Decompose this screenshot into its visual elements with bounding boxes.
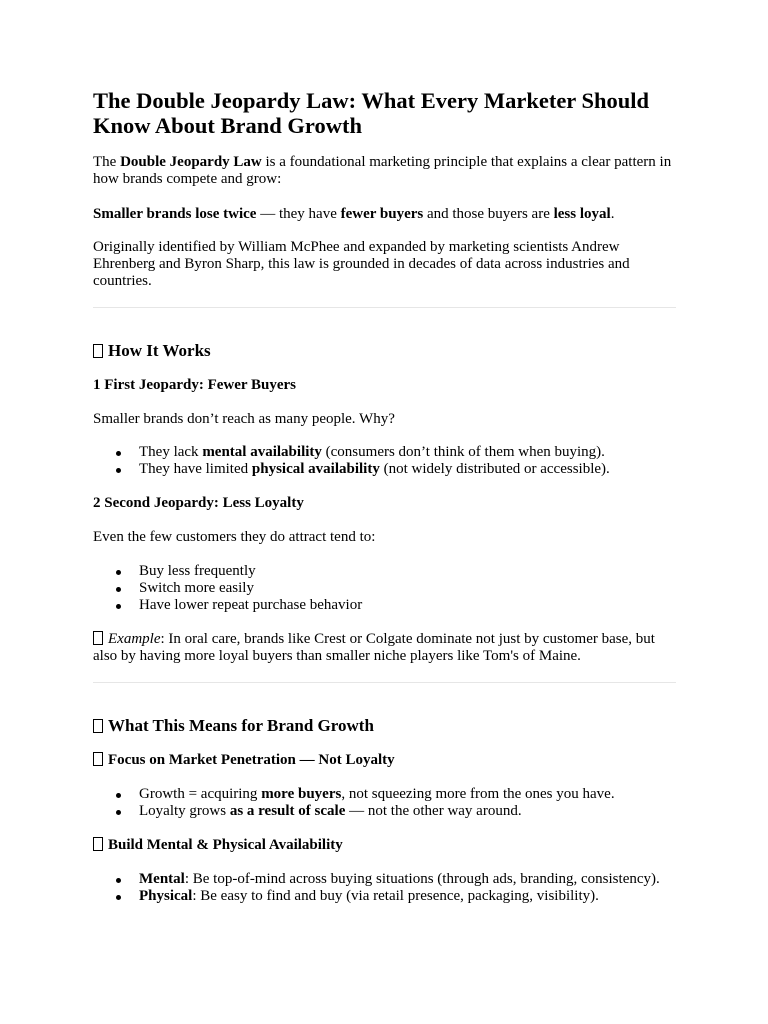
- list-item-text: — not the other way around.: [345, 803, 522, 819]
- key-statement-text: — they have: [256, 206, 341, 222]
- list-item: Have lower repeat purchase behavior: [93, 597, 676, 614]
- list-item: [93, 871, 676, 888]
- list-item-bold: mental availability: [202, 444, 322, 460]
- example-text: : In oral care, brands like Crest or Colgate dominate not just by customer base, but also by having more loyal buyers than smaller niche players like Tom's of Maine.: [93, 631, 655, 664]
- emoji-icon: [93, 631, 103, 645]
- list-item: [93, 786, 676, 803]
- section-divider: [93, 307, 676, 308]
- emoji-icon: [93, 344, 103, 358]
- emoji-icon: [93, 719, 103, 733]
- list-item-bold: more buyers: [261, 786, 342, 802]
- key-statement-bold: Smaller brands lose twice: [93, 206, 257, 222]
- first-jeopardy-lead: Smaller brands don’t reach as many people. Why?: [93, 411, 395, 427]
- list-item: [93, 803, 676, 820]
- first-jeopardy-list: [93, 444, 676, 478]
- subheading-first-jeopardy: 1 First Jeopardy: Fewer Buyers: [93, 377, 297, 393]
- subheading-second-jeopardy: 2 Second Jeopardy: Less Loyalty: [93, 495, 304, 511]
- list-item-bold: Physical: [139, 888, 193, 904]
- key-statement-bold: less loyal: [553, 206, 611, 222]
- key-statement: [93, 206, 614, 223]
- intro-paragraph: [93, 154, 676, 188]
- list-item-bold: physical availability: [251, 461, 380, 477]
- list-item-text: , not squeezing more from the ones you have.: [341, 786, 615, 802]
- section-divider: [93, 682, 676, 683]
- origin-paragraph: Originally identified by William McPhee and expanded by marketing scientists Andrew Ehrenberg and Byron Sharp, this law is grounded in decades of data across industries and countries.: [93, 239, 630, 289]
- subheading-text: Focus on Market Penetration — Not Loyalty: [108, 752, 395, 768]
- list-item-bold: Mental: [139, 871, 185, 887]
- intro-text: is a foundational marketing principle that explains a clear pattern in how brands compete and grow:: [93, 154, 672, 187]
- key-statement-text: .: [610, 206, 615, 222]
- subheading-text: Build Mental & Physical Availability: [108, 837, 343, 853]
- list-item-text: (consumers don’t think of them when buying).: [321, 444, 605, 460]
- penetration-list: [93, 786, 676, 820]
- list-item: [93, 888, 676, 905]
- section-heading-text: How It Works: [108, 341, 211, 360]
- list-item-bold: as a result of scale: [229, 803, 346, 819]
- intro-text: The: [93, 154, 121, 170]
- page-title: The Double Jeopardy Law: What Every Marketer Should Know About Brand Growth: [93, 88, 650, 138]
- list-item: [93, 461, 676, 478]
- section-heading-how-it-works: [93, 341, 211, 361]
- emoji-icon: [93, 752, 103, 766]
- list-item: Switch more easily: [93, 580, 676, 597]
- list-item-text: They have limited: [139, 461, 252, 477]
- subheading-market-penetration: [93, 752, 395, 769]
- availability-list: [93, 871, 676, 905]
- example-label: Example: [108, 631, 161, 647]
- list-item-text: : Be easy to find and buy (via retail presence, packaging, visibility).: [192, 888, 599, 904]
- law-name: Double Jeopardy Law: [120, 154, 262, 170]
- section-heading-brand-growth: [93, 716, 374, 736]
- key-statement-text: and those buyers are: [423, 206, 554, 222]
- section-heading-text: What This Means for Brand Growth: [108, 716, 374, 735]
- list-item-text: Loyalty grows: [139, 803, 230, 819]
- list-item-text: (not widely distributed or accessible).: [379, 461, 610, 477]
- second-jeopardy-list: [93, 563, 676, 614]
- second-jeopardy-lead: Even the few customers they do attract tend to:: [93, 529, 376, 545]
- list-item-text: : Be top-of-mind across buying situations (through ads, branding, consistency).: [184, 871, 660, 887]
- list-item-text: They lack: [139, 444, 203, 460]
- list-item: Buy less frequently: [93, 563, 676, 580]
- emoji-icon: [93, 837, 103, 851]
- example-paragraph: [93, 631, 676, 665]
- subheading-availability: [93, 837, 343, 854]
- list-item-text: Growth = acquiring: [139, 786, 262, 802]
- key-statement-bold: fewer buyers: [340, 206, 424, 222]
- list-item: [93, 444, 676, 461]
